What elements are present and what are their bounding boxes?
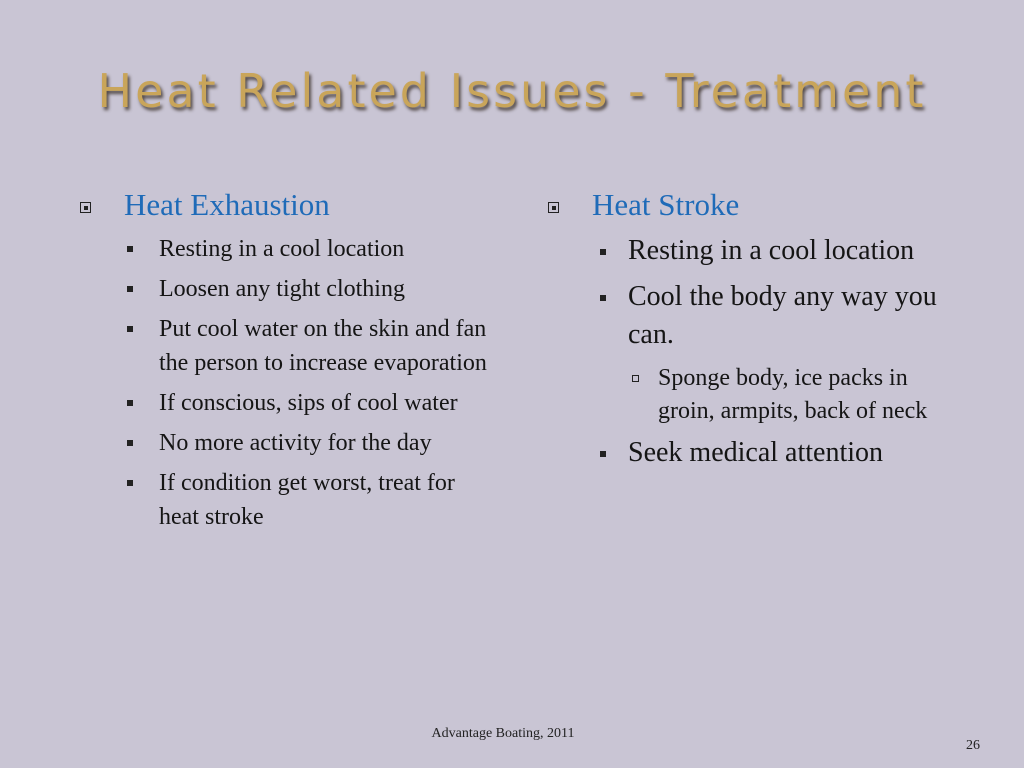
square-bullet-icon	[127, 286, 133, 292]
list-item	[80, 272, 500, 306]
sub-list-item	[548, 362, 968, 428]
heat-stroke-sublist	[548, 362, 968, 428]
square-bullet-icon	[127, 480, 133, 486]
right-column	[548, 186, 968, 480]
list-item-text: Put cool water on the skin and fan the person to increase evaporation	[159, 316, 487, 376]
list-item	[548, 278, 968, 354]
square-bullet-icon	[127, 326, 133, 332]
list-item	[80, 312, 500, 380]
footer-text: Advantage Boating, 2011	[431, 726, 575, 741]
heat-stroke-heading: Heat Stroke	[592, 187, 740, 222]
heat-exhaustion-list	[80, 232, 500, 534]
list-item-text: Resting in a cool location	[628, 235, 915, 266]
square-bullet-icon	[600, 451, 606, 457]
list-item-text: If condition get worst, treat for heat stroke	[159, 470, 455, 530]
page-number: 26	[966, 738, 980, 753]
list-item	[80, 466, 500, 534]
square-bullet-icon	[127, 440, 133, 446]
list-item-text: Loosen any tight clothing	[159, 276, 405, 302]
heat-stroke-list	[548, 232, 968, 354]
heat-stroke-list-continued	[548, 434, 968, 472]
square-bullet-icon	[127, 400, 133, 406]
slide-title: Heat Related Issues - Treatment	[97, 64, 927, 118]
box-bullet-icon	[80, 202, 91, 213]
left-column	[80, 186, 500, 540]
list-item	[548, 434, 968, 472]
right-heading-row	[548, 186, 968, 224]
list-item	[80, 386, 500, 420]
list-item-text: Seek medical attention	[628, 437, 884, 468]
list-item-text: Cool the body any way you can.	[628, 281, 937, 350]
sub-list-item-text: Sponge body, ice packs in groin, armpits, back of neck	[658, 365, 928, 424]
list-item-text: If conscious, sips of cool water	[159, 390, 458, 416]
list-item-text: No more activity for the day	[159, 430, 432, 456]
hollow-square-bullet-icon	[632, 375, 639, 382]
box-bullet-icon	[548, 202, 559, 213]
list-item	[80, 426, 500, 460]
left-heading-row	[80, 186, 500, 224]
list-item-text: Resting in a cool location	[159, 236, 405, 262]
square-bullet-icon	[127, 246, 133, 252]
list-item	[80, 232, 500, 266]
heat-exhaustion-heading: Heat Exhaustion	[124, 187, 330, 222]
square-bullet-icon	[600, 249, 606, 255]
list-item	[548, 232, 968, 270]
square-bullet-icon	[600, 295, 606, 301]
